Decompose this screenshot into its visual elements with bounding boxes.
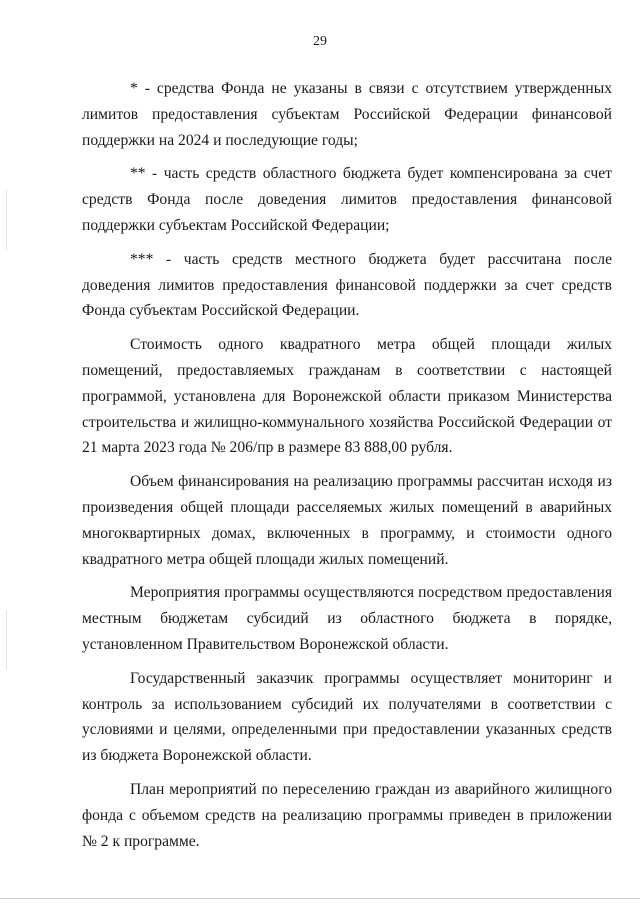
paragraph-gap bbox=[82, 153, 612, 161]
paragraph-gap bbox=[82, 658, 612, 666]
document-body bbox=[82, 76, 612, 854]
paragraph-program-measures: Мероприятия программы осуществляются посредством предоставления местным бюджетам субсидий из областного бюджета в порядке, установленном Правительством Воронежской области. bbox=[82, 584, 612, 653]
paragraph-gap bbox=[82, 239, 612, 247]
paragraph-gap bbox=[82, 769, 612, 777]
paragraph-gap bbox=[82, 572, 612, 580]
scan-bottom-line bbox=[0, 898, 640, 899]
paragraph-resettlement-plan: План мероприятий по переселению граждан из аварийного жилищного фонда с объемом средств на реализацию программы приведен в приложении № 2 к программе. bbox=[82, 780, 612, 850]
footnote-three-stars: *** - часть средств местного бюджета будет рассчитана после доведения лимитов предоставления финансовой поддержки за счет средств Фонда субъектам Российской Федерации. bbox=[82, 250, 612, 320]
footnote-two-stars: ** - часть средств областного бюджета будет компенсирована за счет средств Фонда после доведения лимитов предоставления финансовой поддержки субъектам Российской Федерации; bbox=[82, 165, 612, 234]
paragraph-gap bbox=[82, 324, 612, 332]
scan-edge-mark bbox=[6, 190, 7, 250]
paragraph-financing-volume: Объем финансирования на реализацию программы рассчитан исходя из произведения общей площади расселяемых жилых помещений в аварийных многоквартирных домах, включенных в программу, и стоимости одного квадратного метра общей площади жилых помещений. bbox=[82, 473, 612, 568]
scan-edge-mark bbox=[6, 610, 7, 670]
paragraph-state-customer: Государственный заказчик программы осуществляет мониторинг и контроль за использованием субсидий их получателями в соответствии с условиями и целями, определенными при предоставлении указанных средств из бюджета Воронежской области. bbox=[82, 669, 612, 765]
page-number: 29 bbox=[313, 34, 327, 49]
paragraph-square-meter-cost: Стоимость одного квадратного метра общей площади жилых помещений, предоставляемых гражданам в соответствии с настоящей программой, установлена для Воронежской области приказом Министерства строительства и жилищно-коммунального хозяйства Российской Федерации от 21 марта 2023 года № 206/пр в размере 83 888,00 рубля. bbox=[82, 336, 612, 457]
footnote-one-star: * - средства Фонда не указаны в связи с отсутствием утвержденных лимитов предоставления субъектам Российской Федерации финансовой поддержки на 2024 и последующие годы; bbox=[82, 80, 612, 149]
paragraph-gap bbox=[82, 461, 612, 469]
